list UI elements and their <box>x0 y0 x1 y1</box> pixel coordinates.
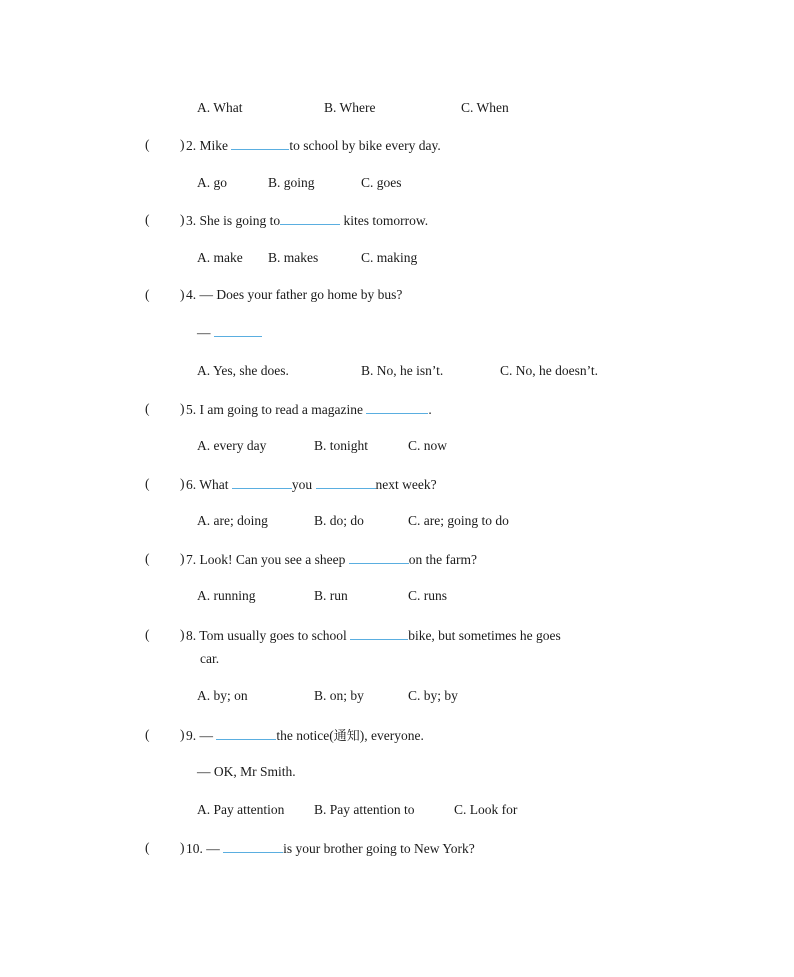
q2-answer-blank[interactable] <box>231 136 289 150</box>
q6-text-middle: you <box>291 477 313 492</box>
q10-text-after: is your brother going to New York? <box>283 841 475 856</box>
q5-text-before: I am going to read a magazine <box>199 402 363 417</box>
q2-option-a: A. go <box>197 175 227 190</box>
q1-option-b: B. Where <box>324 100 376 115</box>
q3-text-before: She is going to <box>199 213 281 228</box>
q5-answer-blank[interactable] <box>366 400 428 414</box>
q6-option-b: B. do; do <box>314 513 364 528</box>
q8-option-b: B. on; by <box>314 688 364 703</box>
q1-option-c: C. When <box>461 100 509 115</box>
q4-answer-close-paren: ) <box>180 287 185 302</box>
q2-text-after: to school by bike every day. <box>289 138 441 153</box>
q3-option-c: C. making <box>361 250 418 265</box>
q7-option-c: C. runs <box>408 588 448 603</box>
q7-answer-open-paren: ( <box>145 551 150 566</box>
q9-answer-close-paren: ) <box>180 727 185 742</box>
q3-answer-close-paren: ) <box>180 212 185 227</box>
q7-number: 7. <box>186 552 197 567</box>
q9-reply: — OK, Mr Smith. <box>197 764 296 779</box>
q3-answer-open-paren: ( <box>145 212 150 227</box>
q4-option-a: A. Yes, she does. <box>197 363 289 378</box>
q9-answer-open-paren: ( <box>145 727 150 742</box>
q5-text-after: . <box>428 402 432 417</box>
q10-number: 10. <box>186 841 203 856</box>
q9-text-cjk: 通知 <box>333 729 360 744</box>
q9-option-c: C. Look for <box>454 802 518 817</box>
q2-text-before: Mike <box>199 138 228 153</box>
q3-option-a: A. make <box>197 250 243 265</box>
q6-answer-close-paren: ) <box>180 476 185 491</box>
q6-answer-open-paren: ( <box>145 476 150 491</box>
q4-option-b: B. No, he isn’t. <box>361 363 444 378</box>
q2-option-c: C. goes <box>361 175 402 190</box>
q3-number: 3. <box>186 213 197 228</box>
q5-answer-open-paren: ( <box>145 401 150 416</box>
q8-answer-blank-1[interactable] <box>350 626 408 640</box>
q6-text-before: What <box>199 477 229 492</box>
q4-text: — Does your father go home by bus? <box>199 287 403 302</box>
q5-option-a: A. every day <box>197 438 267 453</box>
q4-stem <box>186 286 402 304</box>
q2-answer-open-paren: ( <box>145 137 150 152</box>
q5-option-b: B. tonight <box>314 438 369 453</box>
q2-number: 2. <box>186 138 197 153</box>
q6-answer-blank-1[interactable] <box>232 475 292 489</box>
q10-dash: — <box>206 841 220 856</box>
q1-option-a: A. What <box>197 100 243 115</box>
q9-stem <box>186 726 424 744</box>
q8-text-after: bike, but sometimes he goes <box>408 628 561 643</box>
q6-text-after: next week? <box>375 477 437 492</box>
q7-answer-close-paren: ) <box>180 551 185 566</box>
q5-answer-close-paren: ) <box>180 401 185 416</box>
q5-stem <box>186 400 432 418</box>
q3-text-after: kites tomorrow. <box>343 213 429 228</box>
q8-option-a: A. by; on <box>197 688 248 703</box>
q3-option-b: B. makes <box>268 250 319 265</box>
q9-dash: — <box>199 728 213 743</box>
q9-number: 9. <box>186 728 197 743</box>
q9-answer-blank[interactable] <box>216 726 276 740</box>
q4-reply-dash: — <box>197 325 211 340</box>
q4-answer-open-paren: ( <box>145 287 150 302</box>
q2-answer-close-paren: ) <box>180 137 185 152</box>
q4-option-c: C. No, he doesn’t. <box>500 363 598 378</box>
q10-answer-close-paren: ) <box>180 840 185 855</box>
q2-option-b: B. going <box>268 175 315 190</box>
q6-stem <box>186 475 437 493</box>
q9-option-a: A. Pay attention <box>197 802 285 817</box>
q9-text-post: ), everyone. <box>359 728 424 743</box>
q4-reply-blank[interactable] <box>214 323 262 337</box>
q8-stem <box>186 626 561 644</box>
q8-answer-open-paren: ( <box>145 627 150 642</box>
q7-answer-blank[interactable] <box>349 550 409 564</box>
q4-number: 4. <box>186 287 197 302</box>
q10-stem <box>186 839 475 857</box>
q6-number: 6. <box>186 477 197 492</box>
q7-stem <box>186 550 477 568</box>
q7-text-after: on the farm? <box>408 552 477 567</box>
q3-stem <box>186 211 428 229</box>
q3-answer-blank[interactable] <box>280 211 340 225</box>
q6-option-c: C. are; going to do <box>408 513 509 528</box>
q6-option-a: A. are; doing <box>197 513 268 528</box>
q8-text-before: Tom usually goes to school <box>199 628 347 643</box>
q5-option-c: C. now <box>408 438 448 453</box>
q7-option-b: B. run <box>314 588 348 603</box>
q6-answer-blank-2[interactable] <box>316 475 376 489</box>
q8-number: 8. <box>186 628 197 643</box>
q5-number: 5. <box>186 402 197 417</box>
q9-text-pre: the notice( <box>276 728 334 743</box>
q2-stem <box>186 136 441 154</box>
q10-answer-blank[interactable] <box>223 839 283 853</box>
q8-answer-close-paren: ) <box>180 627 185 642</box>
q7-text-before: Look! Can you see a sheep <box>199 552 346 567</box>
q8-stem-continuation: car. <box>200 651 220 666</box>
q7-option-a: A. running <box>197 588 256 603</box>
q4-reply <box>197 323 262 341</box>
q8-option-c: C. by; by <box>408 688 458 703</box>
q10-answer-open-paren: ( <box>145 840 150 855</box>
q9-option-b: B. Pay attention to <box>314 802 415 817</box>
